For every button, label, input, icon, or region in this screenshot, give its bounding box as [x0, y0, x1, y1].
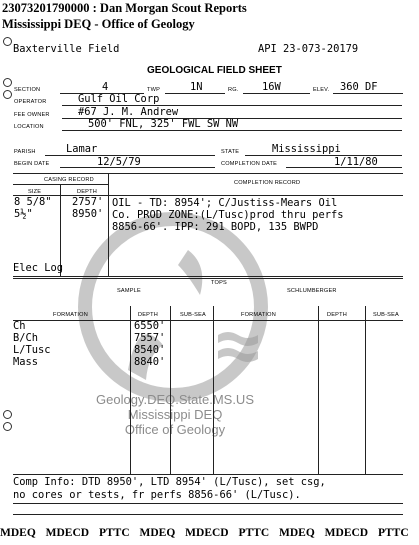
casing-size-2: 5½"	[14, 208, 33, 220]
watermark-url: Geology.DEQ.State.MS.US	[96, 392, 254, 407]
depth-header: DEPTH	[138, 312, 158, 318]
parish-value: Lamar	[66, 143, 98, 155]
top-formation-3: L/Tusc	[13, 344, 51, 356]
casing-depth-2: 8950'	[72, 208, 104, 220]
formation-header-2: FORMATION	[241, 312, 276, 318]
location-value: 500' FNL, 325' FWL SW NW	[88, 118, 239, 130]
top-formation-1: Ch	[13, 320, 26, 332]
completion-date-value: 1/11/80	[334, 156, 378, 168]
state-value: Mississippi	[272, 143, 341, 155]
begin-date-label: BEGIN DATE	[14, 161, 50, 167]
operator-label: OPERATOR	[14, 99, 47, 105]
punch-hole	[3, 422, 12, 431]
twp-label: TWP	[147, 87, 161, 93]
subsea-header: SUB-SEA	[180, 312, 206, 318]
casing-depth-label: DEPTH	[77, 189, 97, 195]
section-value: 4	[102, 81, 109, 93]
top-formation-2: B/Ch	[13, 332, 39, 344]
punch-hole	[3, 90, 12, 99]
operator-value: Gulf Oil Corp	[78, 93, 160, 105]
top-depth-2: 7557'	[134, 332, 166, 344]
formation-header: FORMATION	[53, 312, 88, 318]
completion-line-2: Co. PROD ZONE:(L/Tusc)prod thru perfs	[112, 209, 344, 221]
punch-hole	[3, 78, 12, 87]
elev-label: ELEV.	[313, 87, 330, 93]
api-number: API 23-073-20179	[258, 43, 359, 55]
begin-date-value: 12/5/79	[97, 156, 141, 168]
rg-value: 16W	[262, 81, 281, 93]
section-label: SECTION	[14, 87, 41, 93]
report-title: 23073201790000 : Dan Morgan Scout Reports	[2, 1, 247, 15]
watermark-agency: Mississippi DEQ	[127, 407, 223, 422]
casing-record-label: CASING RECORD	[44, 177, 94, 183]
subsea-header-2: SUB-SEA	[373, 312, 399, 318]
casing-size-1: 8 5/8"	[14, 196, 52, 208]
completion-line-1: OIL - TD: 8954'; C/Justiss-Mears Oil	[112, 197, 338, 209]
field-name: Baxterville Field	[13, 43, 120, 55]
casing-size-label: SIZE	[28, 189, 42, 195]
completion-date-label: COMPLETION DATE	[221, 161, 278, 167]
completion-line-3: 8856-66'. IPP: 291 BOPD, 135 BWPD	[112, 221, 319, 233]
elev-value: 360 DF	[340, 81, 378, 93]
comp-info-line-1: Comp Info: DTD 8950', LTD 8954' (L/Tusc), set csg,	[13, 476, 326, 488]
parish-label: PARISH	[14, 149, 36, 155]
top-depth-3: 8540'	[134, 344, 166, 356]
watermark-office: Office of Geology	[124, 422, 226, 437]
report-subtitle: Mississippi DEQ - Office of Geology	[2, 17, 195, 31]
field-sheet-card	[0, 30, 414, 516]
top-formation-4: Mass	[13, 356, 39, 368]
fee-owner-value: #67 J. M. Andrew	[78, 106, 179, 118]
footer-banner: MDEQ MDECD PTTC MDEQ MDECD PTTC MDEQ MDECD PTTC	[0, 527, 409, 539]
punch-hole	[3, 410, 12, 419]
depth-header-2: DEPTH	[327, 312, 347, 318]
location-label: LOCATION	[14, 124, 44, 130]
state-label: STATE	[221, 149, 240, 155]
top-depth-4: 8840'	[134, 356, 166, 368]
completion-record-label: COMPLETION RECORD	[234, 180, 301, 186]
top-depth-1: 6550'	[134, 320, 166, 332]
rg-label: RG.	[228, 87, 239, 93]
punch-hole	[3, 37, 12, 46]
fee-owner-label: FEE OWNER	[14, 112, 50, 118]
twp-value: 1N	[190, 81, 203, 93]
schlumberger-label: SCHLUMBERGER	[287, 288, 337, 294]
sheet-title: GEOLOGICAL FIELD SHEET	[147, 65, 282, 76]
tops-label: TOPS	[211, 280, 227, 286]
sample-label: SAMPLE	[117, 288, 141, 294]
elec-log-label: Elec Log	[13, 262, 64, 274]
comp-info-line-2: no cores or tests, fr perfs 8856-66' (L/Tusc).	[13, 489, 301, 501]
casing-depth-1: 2757'	[72, 196, 104, 208]
